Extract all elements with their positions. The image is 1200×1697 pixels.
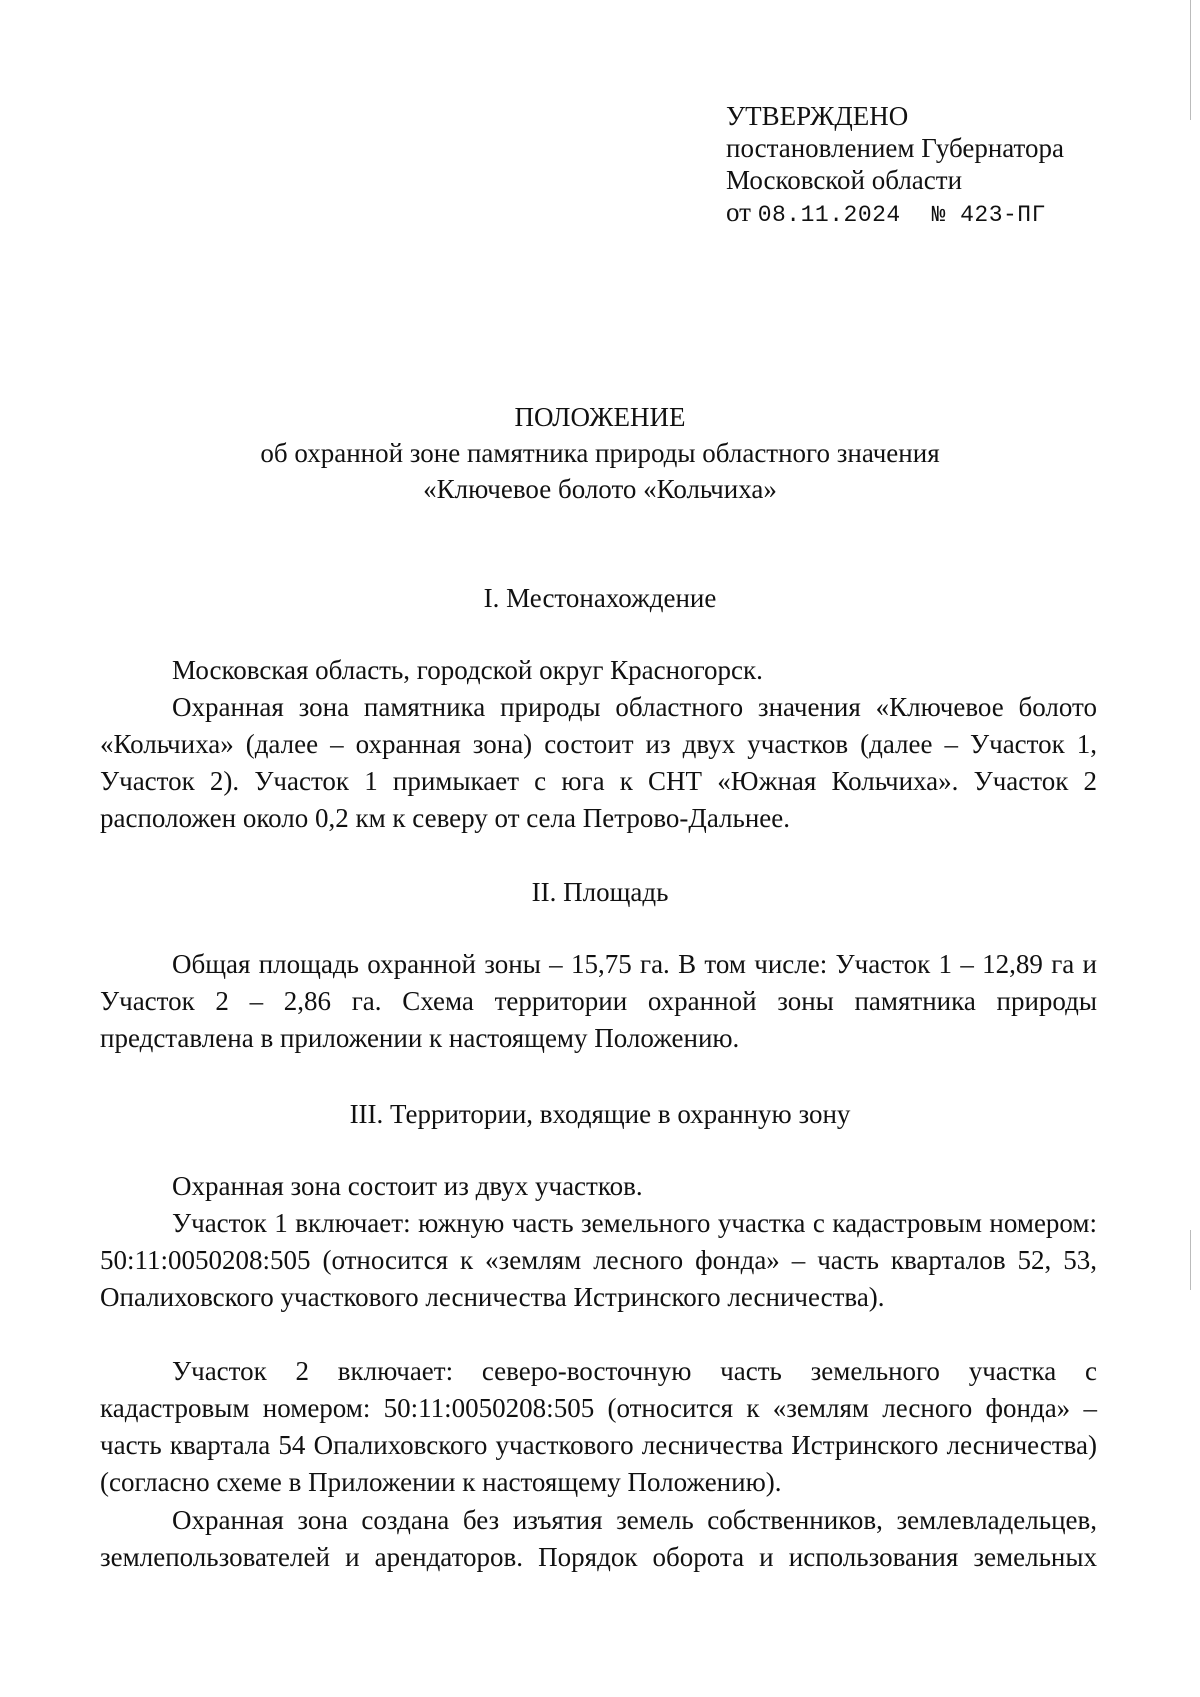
approval-date-line: [726, 196, 1064, 231]
paragraph-location-description: Охранная зона памятника природы областного значения «Ключевое болото «Кольчиха» (далее – охранная зона) состоит из двух участков (далее – Участок 1, Участок 2). Участок 1 примыкает с юга к СНТ «Южная Кольчиха». Участок 2 расположен около 0,2 км к северу от села Петрово-Дальнее.: [100, 692, 1097, 833]
scan-edge-mark: [1190, 1230, 1191, 1290]
title-object-name: «Ключевое болото «Кольчиха»: [423, 474, 777, 504]
paragraph-plot-2: Участок 2 включает: северо-восточную часть земельного участка с кадастровым номером: 50:11:0050208:505 (относится к «землям лесного фонда» – часть квартала 54 Опалиховского участкового лесничества Истринского лесничества) (согласно схеме в Приложении к настоящему Положению).: [100, 1356, 1097, 1497]
scan-edge-mark: [1190, 0, 1191, 120]
approval-date: 08.11.2024: [757, 202, 901, 228]
paragraph-land-use: Охранная зона создана без изъятия земель собственников, землевладельцев, землепользователей и арендаторов. Порядок оборота и использования земельных: [100, 1505, 1097, 1572]
paragraph-plot-1: Участок 1 включает: южную часть земельного участка с кадастровым номером: 50:11:0050208:505 (относится к «землям лесного фонда» – часть кварталов 52, 53, Опалиховского участкового лесничества Истринского лесничества).: [100, 1208, 1097, 1312]
paragraph-territories-intro: Охранная зона состоит из двух участков.: [172, 1171, 643, 1201]
title-main: ПОЛОЖЕНИЕ: [514, 402, 686, 432]
paragraph-location-address: Московская область, городской округ Красногорск.: [172, 655, 763, 685]
approval-region: Московской области: [726, 165, 963, 195]
approval-date-prefix: от: [726, 197, 751, 227]
approval-number: № 423-ПГ: [931, 202, 1046, 228]
approval-title: УТВЕРЖДЕНО: [726, 101, 909, 131]
approval-decree: постановлением Губернатора: [726, 133, 1064, 163]
section-heading-territories: III. Территории, входящие в охранную зону: [349, 1099, 851, 1129]
document-title: [100, 399, 1100, 507]
section-heading-area: II. Площадь: [531, 877, 669, 907]
approval-stamp: [726, 100, 1064, 231]
section-heading-location: I. Местонахождение: [483, 583, 717, 613]
title-subject: об охранной зоне памятника природы областного значения: [260, 438, 940, 468]
paragraph-area: Общая площадь охранной зоны – 15,75 га. В том числе: Участок 1 – 12,89 га и Участок 2 – 2,86 га. Схема территории охранной зоны памятника природы представлена в приложении к настоящему Положению.: [100, 949, 1097, 1053]
